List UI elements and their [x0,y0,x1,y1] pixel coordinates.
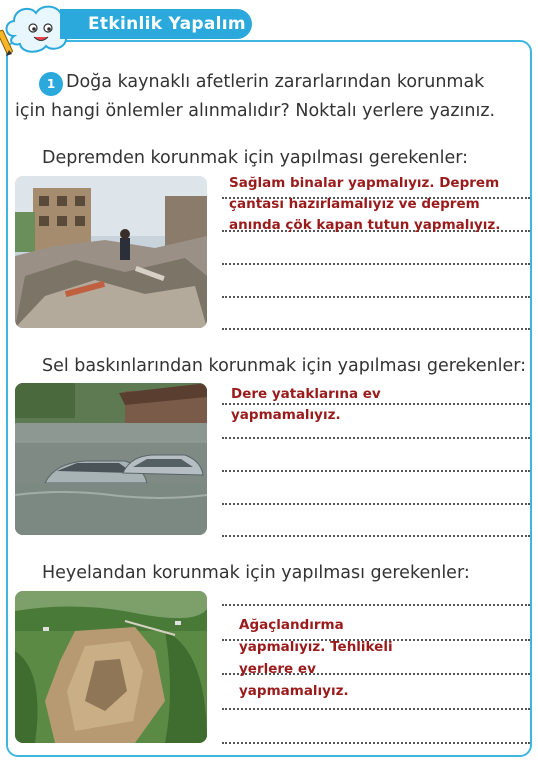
activity-banner [60,9,252,39]
answer-line [222,604,530,606]
answer-text-line: Ağaçlandırma [239,617,344,633]
earthquake-heading: Depremden korunmak için yapılması gerekenler: [42,148,469,168]
answer-text-line: anında çök kapan tutun yapmalıyız. [229,217,501,233]
answer-line [222,708,530,710]
answer-text-line: Sağlam binalar yapmalıyız. Deprem [229,175,500,191]
earthquake-rubble-photo [15,176,207,328]
answer-line [222,742,530,744]
answer-text-line: Dere yataklarına ev [231,386,381,402]
landslide-aerial-photo [15,591,207,743]
answer-line [222,296,530,298]
earthquake-answer [229,173,500,236]
answer-line [222,503,530,505]
flood-cars-photo [15,383,207,535]
flood-answer [231,384,381,426]
answer-line [222,535,530,537]
banner-title: Etkinlik Yapalım [88,14,246,34]
landslide-heading: Heyelandan korunmak için yapılması gerekenler: [42,563,470,583]
answer-text-line: yapmamalıyız. [231,407,341,423]
answer-line [222,263,530,265]
answer-line [222,437,530,439]
question-line-1: Doğa kaynaklı afetlerin zararlarından korunmak [66,72,485,92]
answer-text-line: çantası hazırlamalıyız ve deprem [229,196,480,212]
answer-text-line: yapmamalıyız. [239,683,349,699]
landslide-answer [239,614,393,702]
answer-text-line: yapmalıyız. Tehlikeli [239,639,393,655]
answer-text-line: yerlere ev [239,661,316,677]
flood-heading: Sel baskınlarından korunmak için yapılması gerekenler: [42,356,527,376]
question-number-badge: 1 [39,72,63,96]
answer-line [222,328,530,330]
question-line-2: için hangi önlemler alınmalıdır? Noktalı yerlere yazınız. [15,101,496,121]
answer-line [222,470,530,472]
